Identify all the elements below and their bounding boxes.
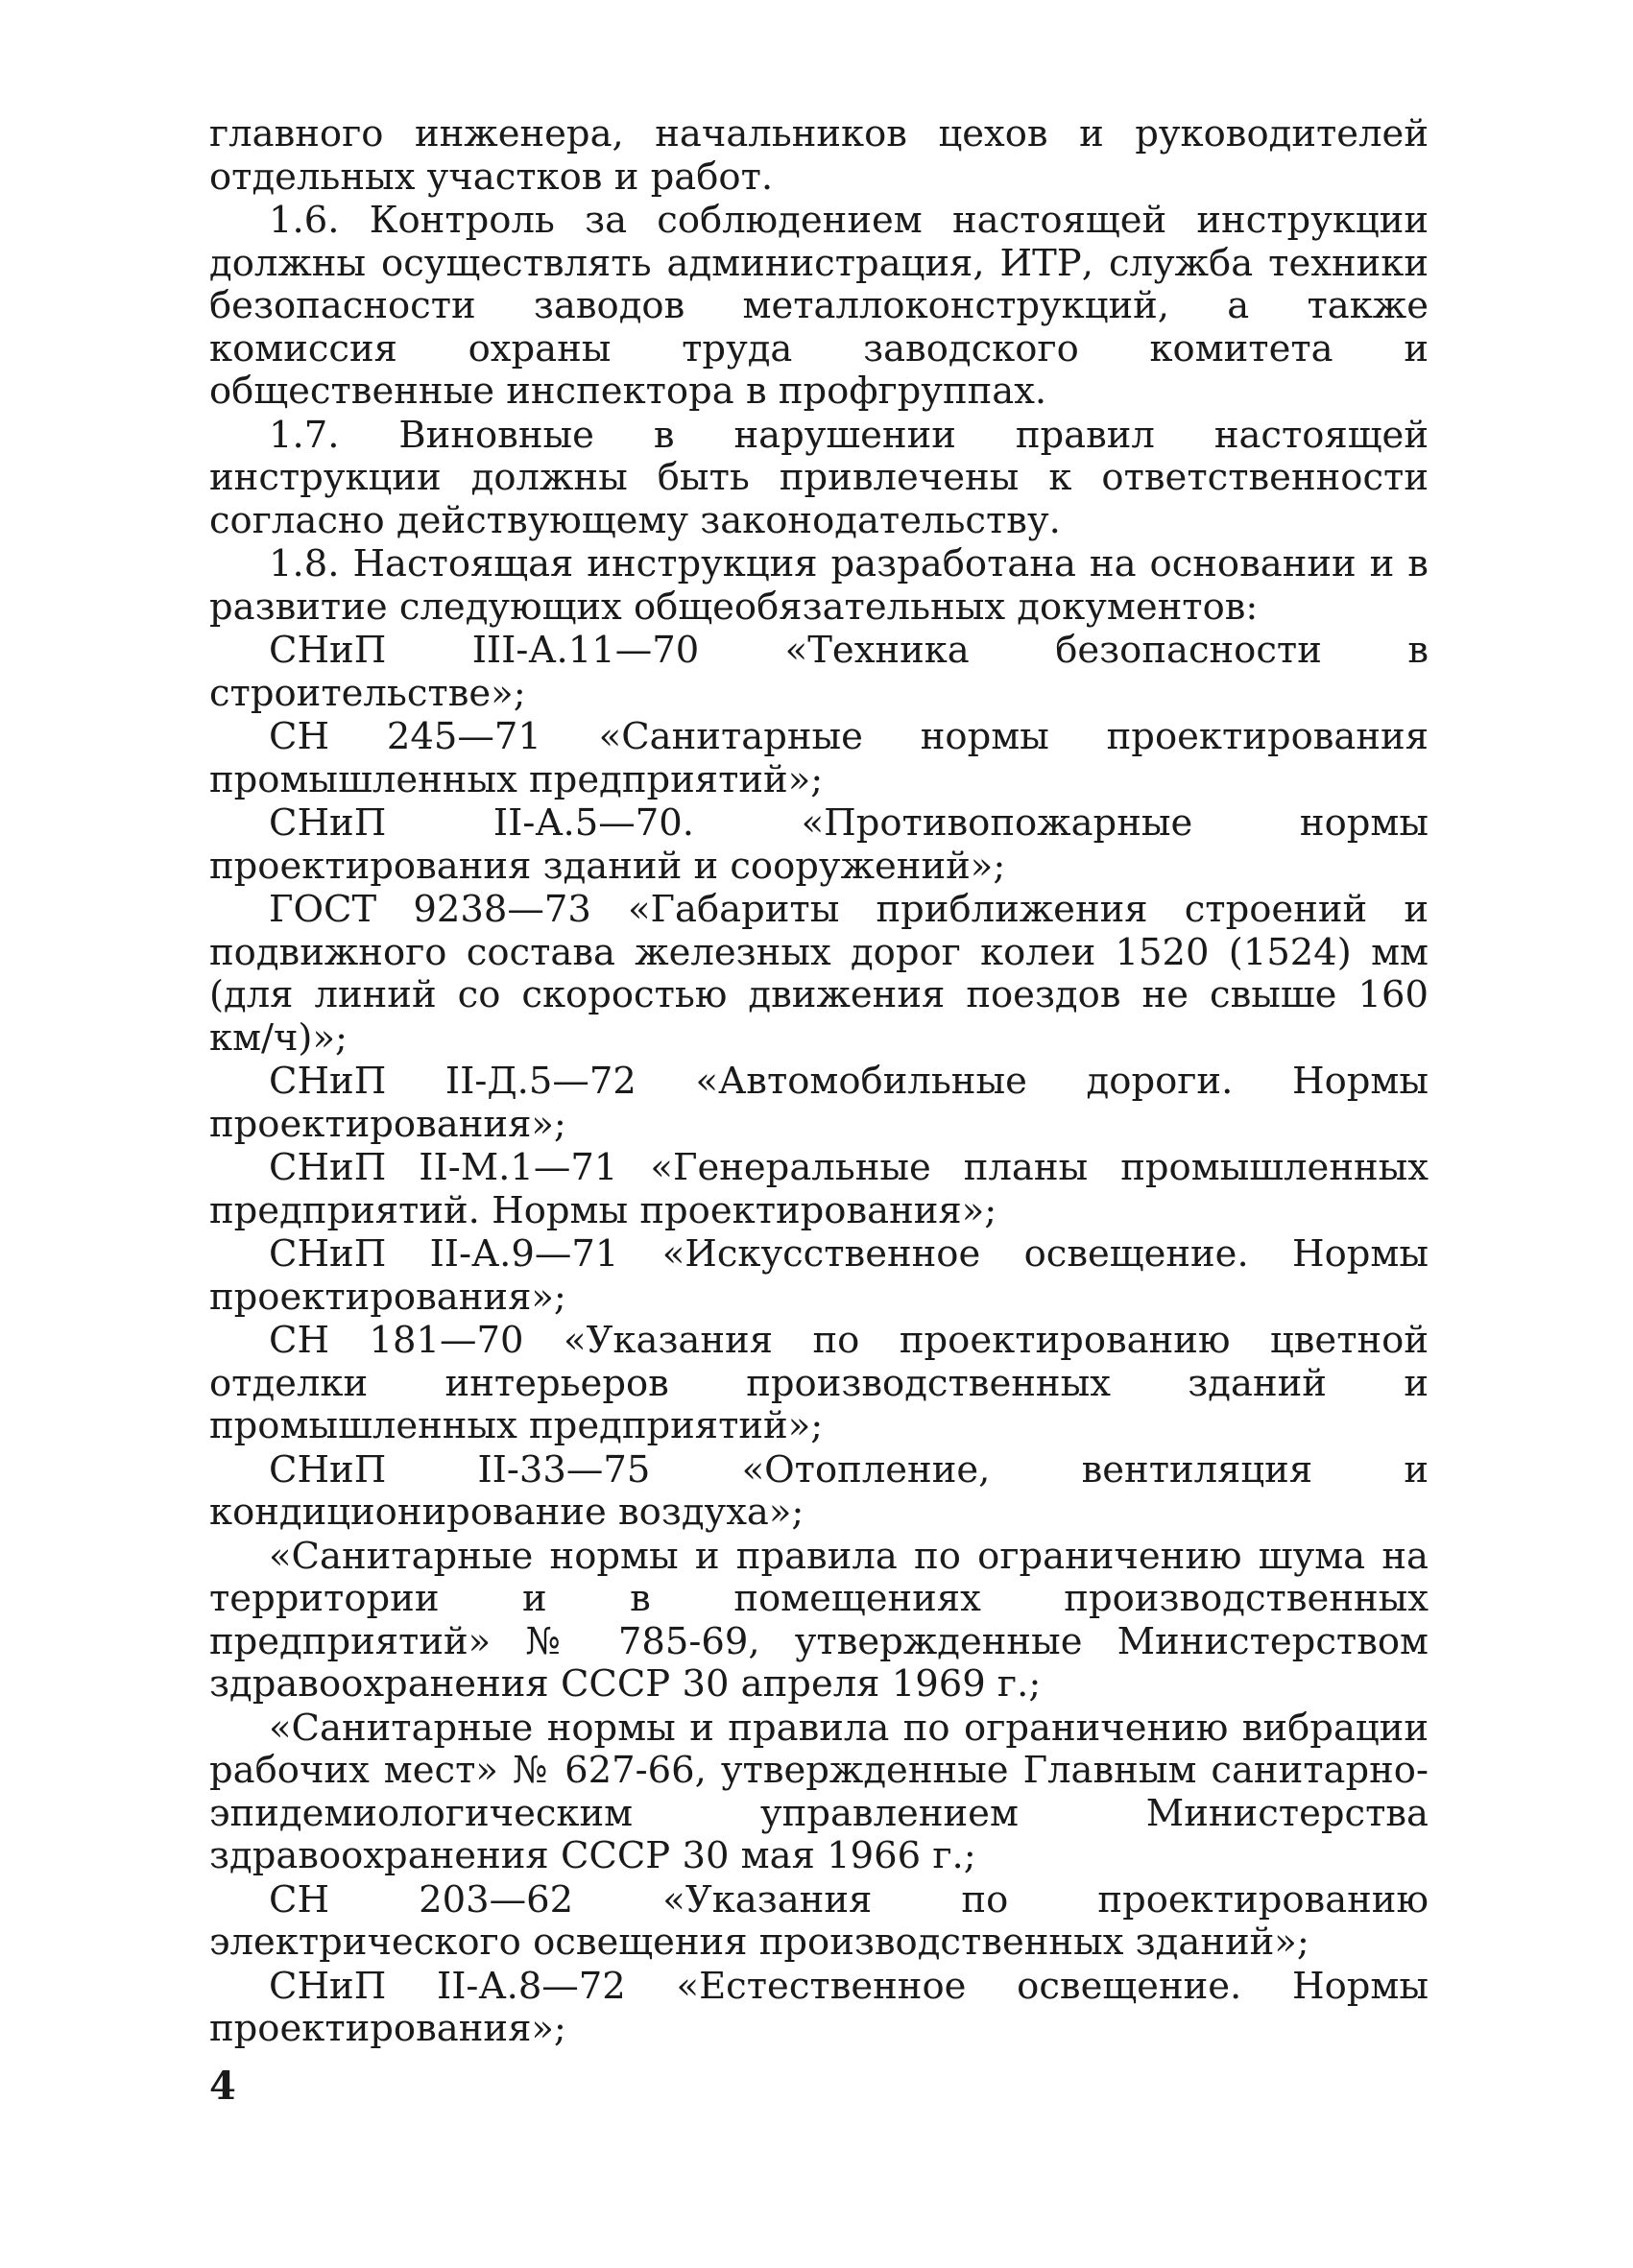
reference-item: СН 181—70 «Указания по проектированию цветной отделки интерьеров производственных зданий и промышленных предприятий»; xyxy=(209,1319,1429,1447)
paragraph-1-6: 1.6. Контроль за соблюдением настоящей инструкции должны осуществлять администрация, ИТР, служба техники безопасности заводов металлоконструкций, а также комиссия охраны труда заводского комитета и общественные инспектора в профгруппах. xyxy=(209,199,1429,413)
reference-item: ГОСТ 9238—73 «Габариты приближения строений и подвижного состава железных дорог колеи 1520 (1524) мм (для линий со скоростью движения поездов не свыше 160 км/ч)»; xyxy=(209,888,1429,1060)
reference-item: СН 203—62 «Указания по проектированию электрического освещения производственных зданий»; xyxy=(209,1877,1429,1964)
reference-item: СН 245—71 «Санитарные нормы проектирования промышленных предприятий»; xyxy=(209,715,1429,801)
reference-item: СНиП II-Д.5—72 «Автомобильные дороги. Нормы проектирования»; xyxy=(209,1060,1429,1146)
page-number: 4 xyxy=(209,2064,236,2109)
reference-item: СНиП III-А.11—70 «Техника безопасности в строительстве»; xyxy=(209,629,1429,715)
reference-item: СНиП II-А.5—70. «Противопожарные нормы проектирования зданий и сооружений»; xyxy=(209,801,1429,888)
paragraph-1-7: 1.7. Виновные в нарушении правил настоящей инструкции должны быть привлечены к ответственности согласно действующему законодательству. xyxy=(209,413,1429,542)
reference-item: СНиП II-А.9—71 «Искусственное освещение. Нормы проектирования»; xyxy=(209,1232,1429,1319)
paragraph-1-8: 1.8. Настоящая инструкция разработана на основании и в развитие следующих общеобязательных документов: xyxy=(209,542,1429,629)
document-page xyxy=(209,113,1429,2052)
reference-item: СНиП II-А.8—72 «Естественное освещение. Нормы проектирования»; xyxy=(209,1964,1429,2050)
reference-item: СНиП II-М.1—71 «Генеральные планы промышленных предприятий. Нормы проектирования»; xyxy=(209,1146,1429,1232)
reference-item: «Санитарные нормы и правила по ограничению вибрации рабочих мест» № 627-66, утвержденные Главным санитарно-эпидемиологическим управлением Министерства здравоохранения СССР 30 мая 1966 г.; xyxy=(209,1706,1429,1877)
reference-item: «Санитарные нормы и правила по ограничению шума на территории и в помещениях производственных предприятий» № 785-69, утвержденные Министерством здравоохранения СССР 30 апреля 1969 г.; xyxy=(209,1534,1429,1706)
paragraph-continuation: главного инженера, начальников цехов и руководителей отдельных участков и работ. xyxy=(209,112,1429,199)
reference-item: СНиП II-33—75 «Отопление, вентиляция и кондиционирование воздуха»; xyxy=(209,1447,1429,1534)
